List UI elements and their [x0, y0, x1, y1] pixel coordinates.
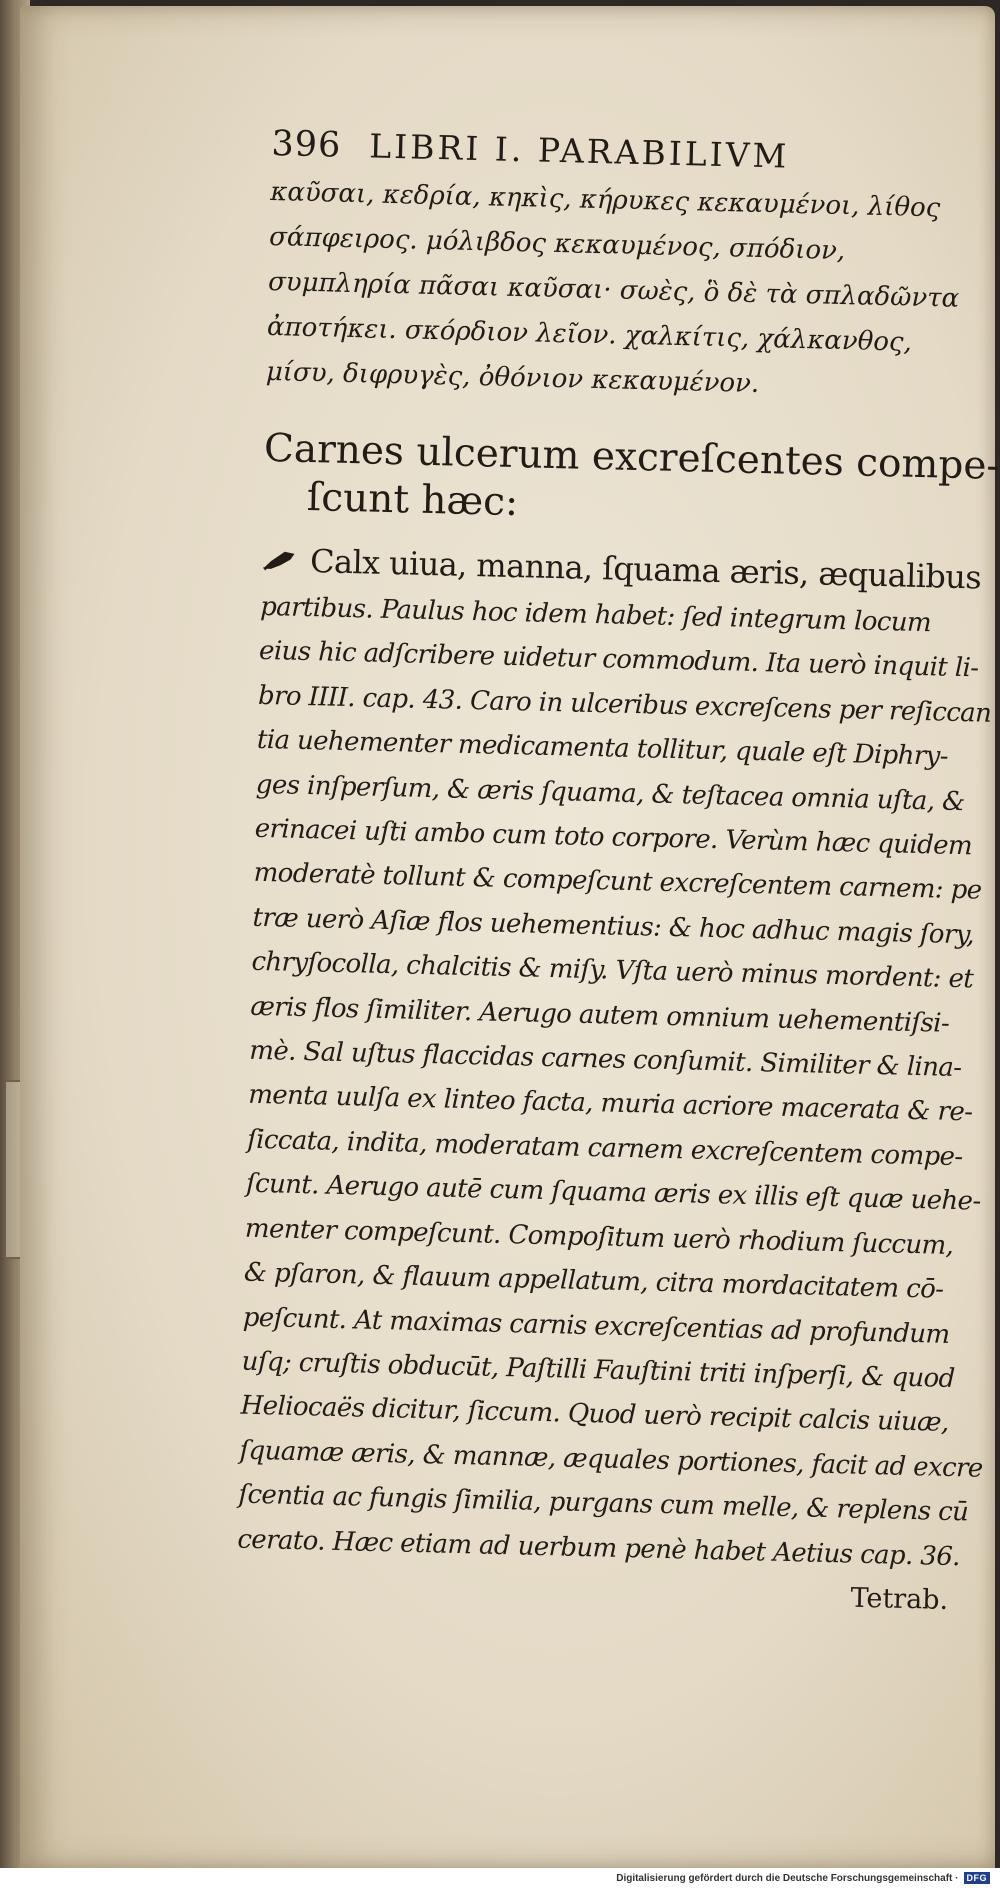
body-line: bro IIII. cap. 43. Caro in ulceribus excreſcens per reſiccan [257, 680, 992, 729]
body-line: æris flos ſimiliter. Aerugo autem omnium uehementiſsi- [250, 991, 950, 1039]
body-line: partibus. Paulus hoc idem habet: ſed integrum locum [259, 591, 932, 639]
book-page [20, 6, 1000, 1868]
catchword: Tetrab. [850, 1582, 949, 1616]
latin-passage [236, 535, 992, 1623]
manicule-pointer-icon [261, 547, 298, 574]
heading-line: Carnes ulcerum excreſcentes compe- [263, 425, 1000, 489]
body-line: & pſaron, & flauum appellatum, citra mordacitatem cō- [243, 1257, 944, 1305]
greek-line: καῦσαι, κεδρία, κηκὶς, κήρυκες κεκαυμένοι, λίθος [269, 176, 941, 224]
body-line: mè. Sal uſtus flaccidas carnes conſumit. Similiter & lina- [248, 1035, 962, 1084]
digitization-footer [0, 1868, 1000, 1888]
greek-passage [265, 170, 990, 413]
body-line: træ uerò Aſiæ flos uehementius: & hoc adhuc magis ſory, [252, 902, 975, 951]
body-line: cerato. Hæc etiam ad uerbum penè habet Aetius cap. 36. [237, 1524, 961, 1572]
footer-credit: Digitalisierung gefördert durch die Deutsche Forschungsgemeinschaft · [616, 1872, 959, 1884]
running-head-title: LIBRI I. PARABILIVM [368, 126, 790, 176]
body-line: menter compeſcunt. Compoſitum uerò rhodium ſuccum, [244, 1213, 954, 1261]
page-number: 396 [271, 124, 342, 166]
body-line: uſq; cruſtis obducūt, Paſtilli Fauſtini triti inſperſi, & quod [241, 1346, 956, 1394]
body-line: ſcunt. Aerugo autē cum ſquama æris ex illis eſt quæ uehe- [245, 1168, 981, 1217]
greek-line: σάπφειρος. μόλιβδος κεκαυμένος, σπόδιον, [268, 221, 846, 267]
heading-line: ſcunt hæc: [306, 474, 519, 526]
body-line: tia uehementer medicamenta tollitur, quale eſt Diphry- [256, 725, 949, 772]
body-line: Heliocaës dicitur, ſiccum. Quod uerò recipit calcis uiuæ, [240, 1390, 949, 1439]
body-line: ſcentia ac fungis ſimilia, purgans cum melle, & replens cū [238, 1479, 969, 1528]
first-line-text: Calx uiua, manna, ſquama æris, æqualibus [309, 542, 982, 597]
body-line: erinacei uſti ambo cum toto corpore. Verùm hæc quidem [254, 813, 973, 862]
section-heading [262, 425, 1000, 539]
body-line: ſquamæ æris, & mannæ, æquales portiones, facit ad excre [239, 1435, 984, 1484]
body-line: chryſocolla, chalcitis & miſy. Vſta uerò minus mordent: et [251, 947, 974, 995]
body-line: menta uulſa ex linteo facta, muria acriore macerata & re- [247, 1080, 973, 1128]
greek-line: συμπληρία πᾶσαι καῦσαι· σωὲς, ὃ δὲ τὰ σπλαδῶντα [267, 266, 960, 314]
body-line: ſiccata, indita, moderatam carnem excreſcentem compe- [246, 1124, 963, 1173]
greek-line: μίσυ, διφρυγὲς, ὀθόνιον κεκαυμένον. [265, 356, 760, 399]
body-line: eius hic adſcribere uidetur commodum. Ita uerò inquit li- [258, 636, 979, 684]
body-line: peſcunt. At maximas carnis excreſcentias ad profundum [242, 1302, 950, 1350]
greek-line: ἀποτήκει. σκόρδιον λεῖον. χαλκίτις, χάλκανθος, [266, 311, 913, 358]
dfg-logo: DFG [964, 1872, 991, 1884]
body-line: ges inſperſum, & æris ſquama, & teſtacea omnia uſta, & [255, 769, 965, 817]
body-line: moderatè tollunt & compeſcunt excreſcentem carnem: pe [253, 858, 982, 906]
text-block [236, 124, 1000, 1623]
